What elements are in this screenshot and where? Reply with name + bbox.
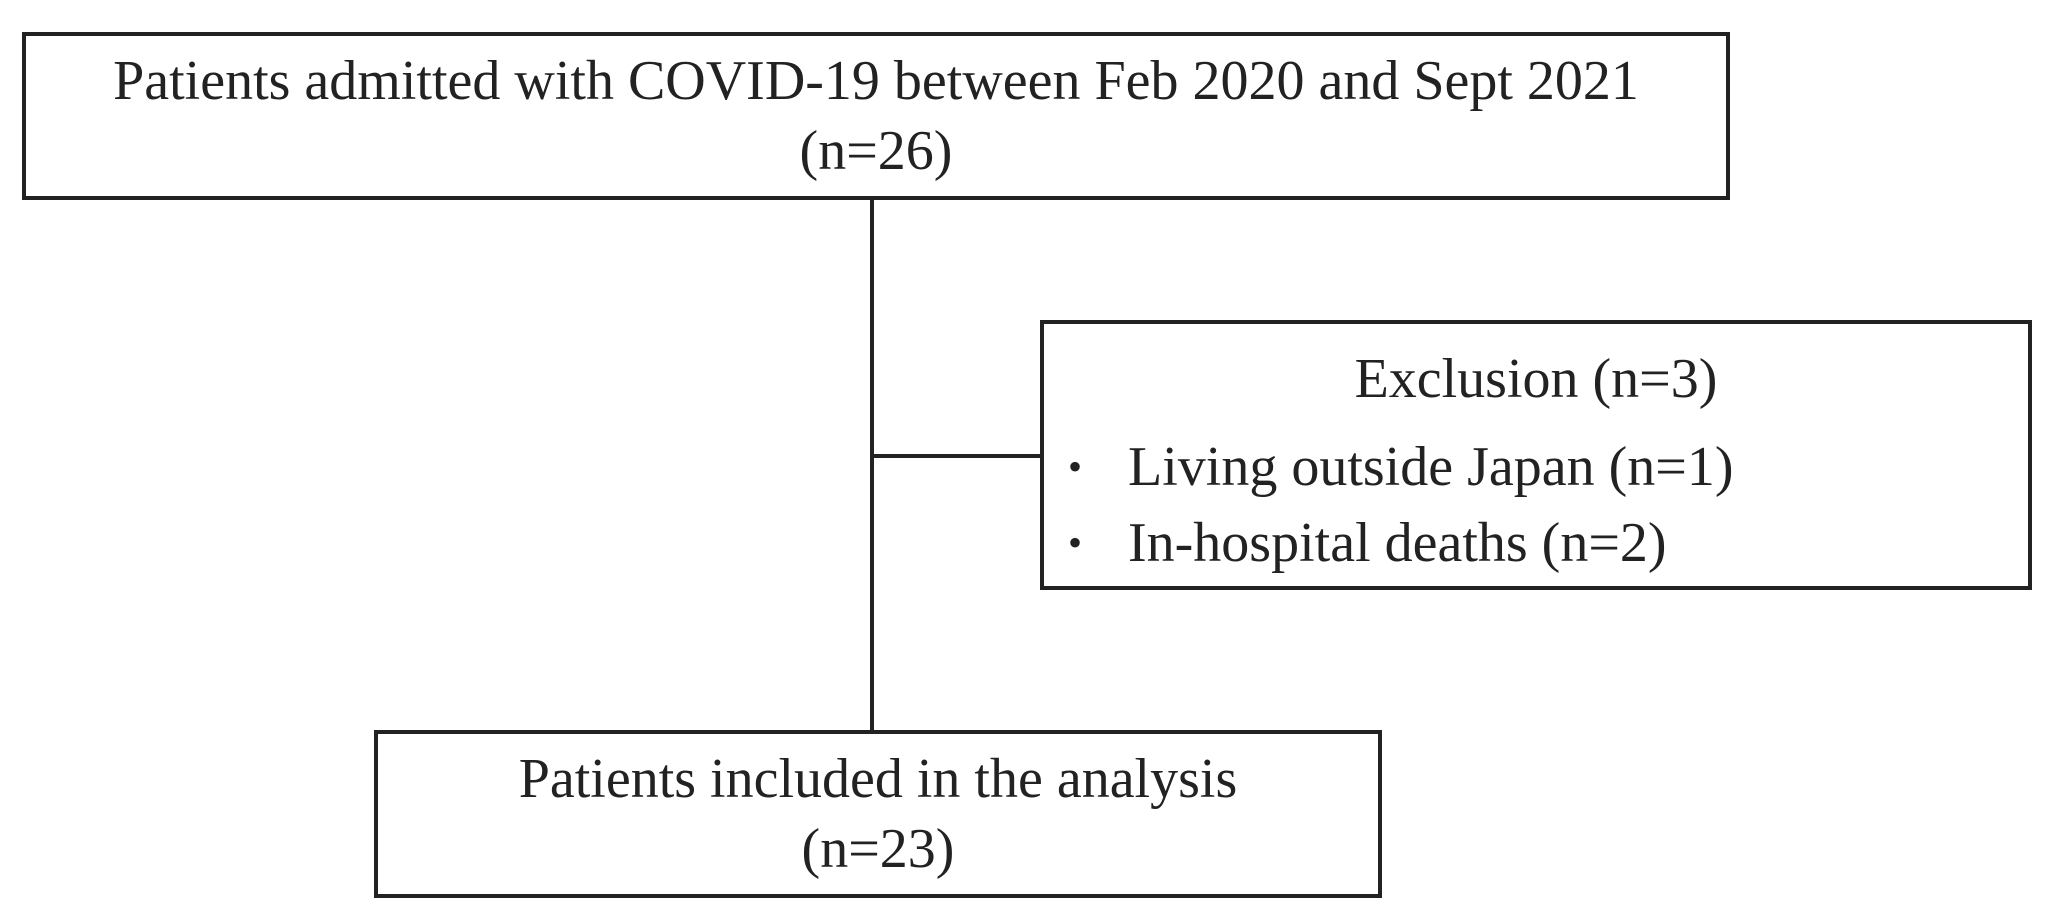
included-patients-count: (n=23) <box>801 818 955 880</box>
exclusion-item-text: In-hospital deaths (n=2) <box>1128 512 1667 574</box>
exclusion-item <box>1068 434 1733 500</box>
connector-branch-line <box>870 454 1040 458</box>
included-patients-label: Patients included in the analysis <box>518 748 1238 810</box>
exclusion-item-text: Living outside Japan (n=1) <box>1128 436 1734 498</box>
admitted-patients-label: Patients admitted with COVID-19 between Feb 2020 and Sept 2021 <box>113 50 1639 112</box>
admitted-patients-count: (n=26) <box>799 120 953 182</box>
bullet-icon: • <box>1068 520 1083 565</box>
exclusion-box <box>1040 320 2032 590</box>
connector-vertical-line <box>870 200 874 730</box>
bullet-icon: • <box>1068 444 1083 489</box>
exclusion-list <box>1068 434 1733 586</box>
included-patients-box <box>374 730 1382 898</box>
exclusion-title: Exclusion (n=3) <box>1354 348 1718 410</box>
admitted-patients-box <box>22 32 1730 200</box>
exclusion-item <box>1068 510 1733 576</box>
